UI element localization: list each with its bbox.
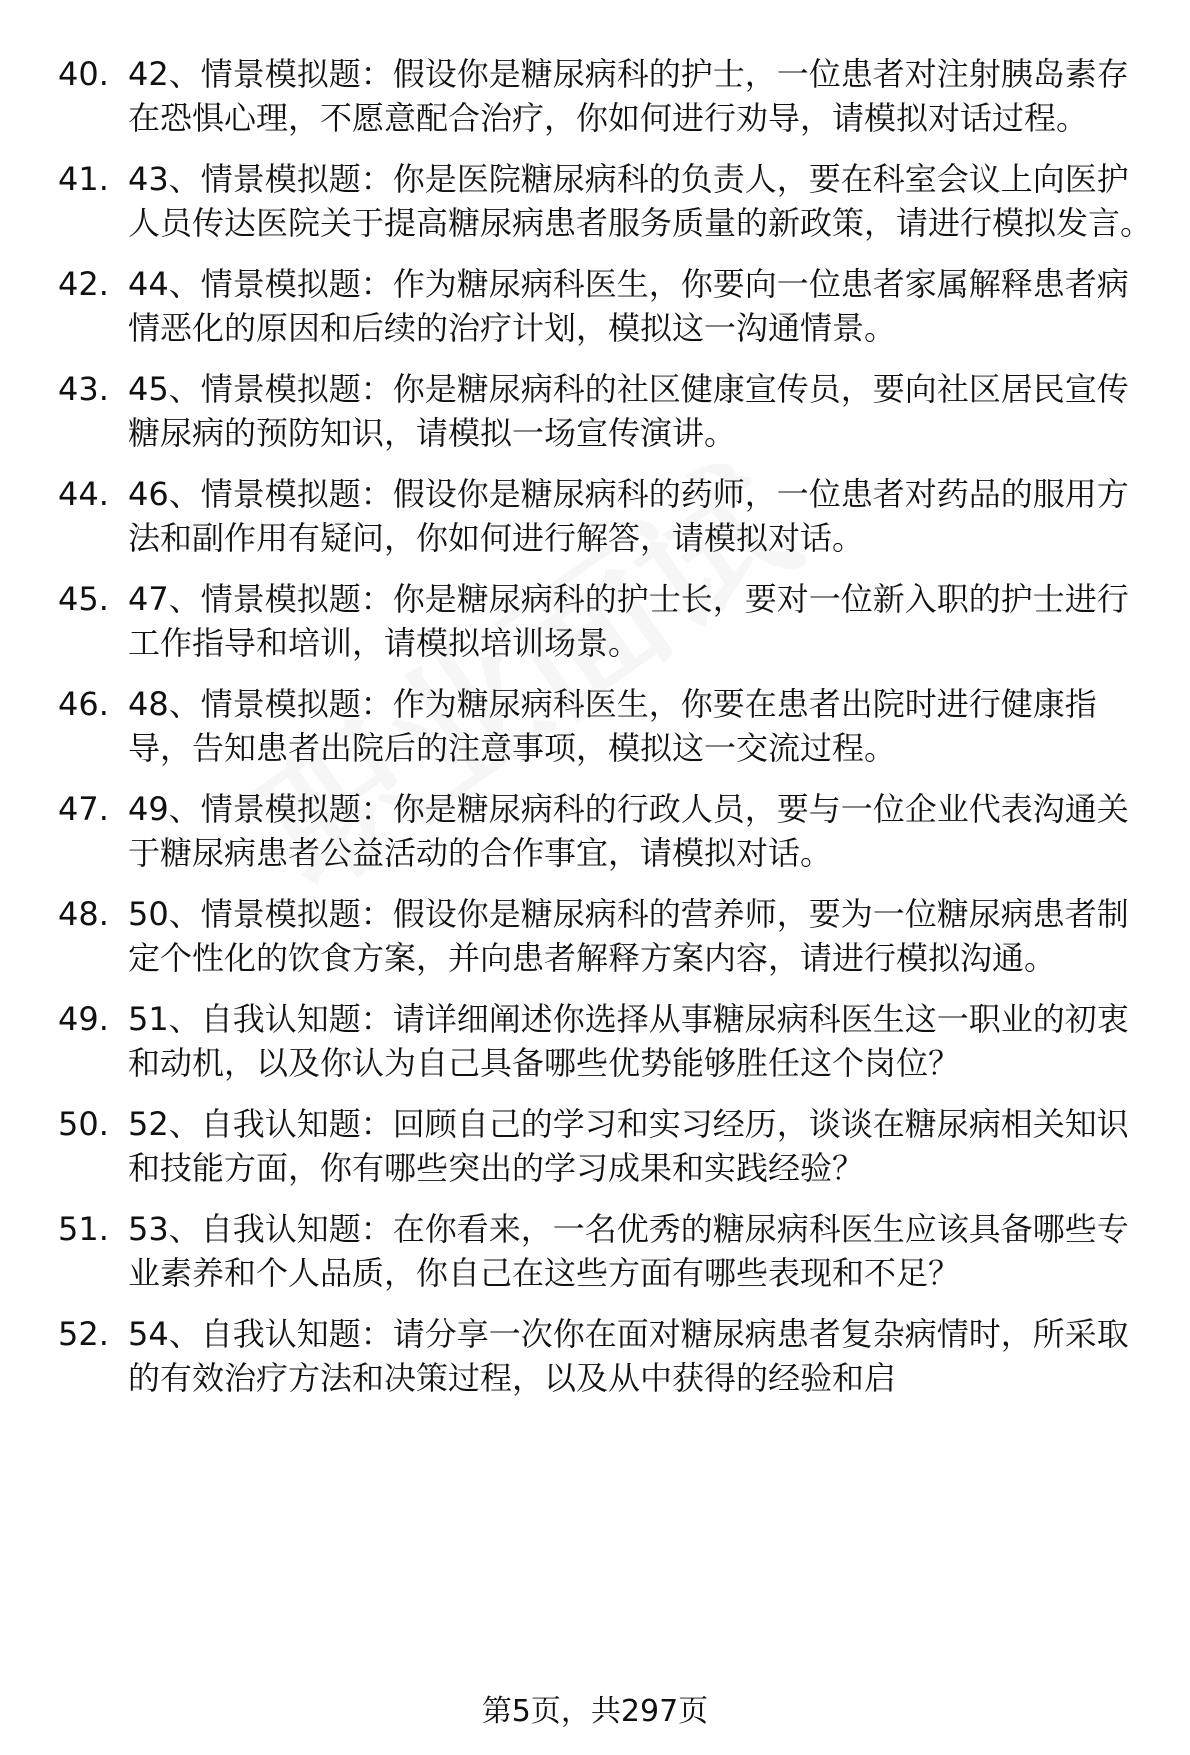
item-number: 42. [58, 265, 109, 303]
item-number: 41. [58, 160, 109, 198]
page-footer: 第5页，共297页 [481, 1694, 709, 1729]
item-text: 42、情景模拟题：假设你是糖尿病科的护士，一位患者对注射胰岛素存在恐惧心理，不愿意配合治疗，你如何进行劝导，请模拟对话过程。 [128, 55, 1129, 137]
question-list [0, 52, 1190, 1417]
item-text: 53、自我认知题：在你看来，一名优秀的糖尿病科医生应该具备哪些专业素养和个人品质，你自己在这些方面有哪些表现和不足？ [128, 1210, 1129, 1292]
list-item [0, 682, 1190, 770]
item-number: 40. [58, 55, 109, 93]
item-text: 52、自我认知题：回顾自己的学习和实习经历，谈谈在糖尿病相关知识和技能方面，你有哪些突出的学习成果和实践经验？ [128, 1105, 1129, 1187]
item-text: 49、情景模拟题：你是糖尿病科的行政人员，要与一位企业代表沟通关于糖尿病患者公益活动的合作事宜，请模拟对话。 [128, 790, 1129, 872]
list-item [0, 262, 1190, 350]
item-number: 49. [58, 1000, 109, 1038]
list-item [0, 367, 1190, 455]
item-number: 43. [58, 370, 109, 408]
item-number: 45. [58, 580, 109, 618]
item-number: 52. [58, 1315, 109, 1353]
list-item [0, 52, 1190, 140]
list-item [0, 472, 1190, 560]
item-text: 44、情景模拟题：作为糖尿病科医生，你要向一位患者家属解释患者病情恶化的原因和后续的治疗计划，模拟这一沟通情景。 [128, 265, 1129, 347]
item-text: 48、情景模拟题：作为糖尿病科医生，你要在患者出院时进行健康指导，告知患者出院后的注意事项，模拟这一交流过程。 [128, 685, 1097, 767]
item-number: 46. [58, 685, 109, 723]
item-text: 51、自我认知题：请详细阐述你选择从事糖尿病科医生这一职业的初衷和动机，以及你认为自己具备哪些优势能够胜任这个岗位？ [128, 1000, 1129, 1082]
list-item [0, 892, 1190, 980]
item-number: 47. [58, 790, 109, 828]
item-number: 51. [58, 1210, 109, 1248]
list-item [0, 787, 1190, 875]
list-item [0, 577, 1190, 665]
item-number: 50. [58, 1105, 109, 1143]
item-text: 43、情景模拟题：你是医院糖尿病科的负责人，要在科室会议上向医护人员传达医院关于提高糖尿病患者服务质量的新政策，请进行模拟发言。 [128, 160, 1153, 242]
item-number: 48. [58, 895, 109, 933]
item-number: 44. [58, 475, 109, 513]
item-text: 47、情景模拟题：你是糖尿病科的护士长，要对一位新入职的护士进行工作指导和培训，请模拟培训场景。 [128, 580, 1129, 662]
item-text: 50、情景模拟题：假设你是糖尿病科的营养师，要为一位糖尿病患者制定个性化的饮食方案，并向患者解释方案内容，请进行模拟沟通。 [128, 895, 1129, 977]
list-item [0, 1312, 1190, 1400]
list-item [0, 157, 1190, 245]
list-item [0, 1207, 1190, 1295]
list-item [0, 1102, 1190, 1190]
item-text: 46、情景模拟题：假设你是糖尿病科的药师，一位患者对药品的服用方法和副作用有疑问，你如何进行解答，请模拟对话。 [128, 475, 1129, 557]
item-text: 45、情景模拟题：你是糖尿病科的社区健康宣传员，要向社区居民宣传糖尿病的预防知识，请模拟一场宣传演讲。 [128, 370, 1129, 452]
list-item [0, 997, 1190, 1085]
item-text: 54、自我认知题：请分享一次你在面对糖尿病患者复杂病情时，所采取的有效治疗方法和决策过程，以及从中获得的经验和启 [128, 1315, 1129, 1397]
